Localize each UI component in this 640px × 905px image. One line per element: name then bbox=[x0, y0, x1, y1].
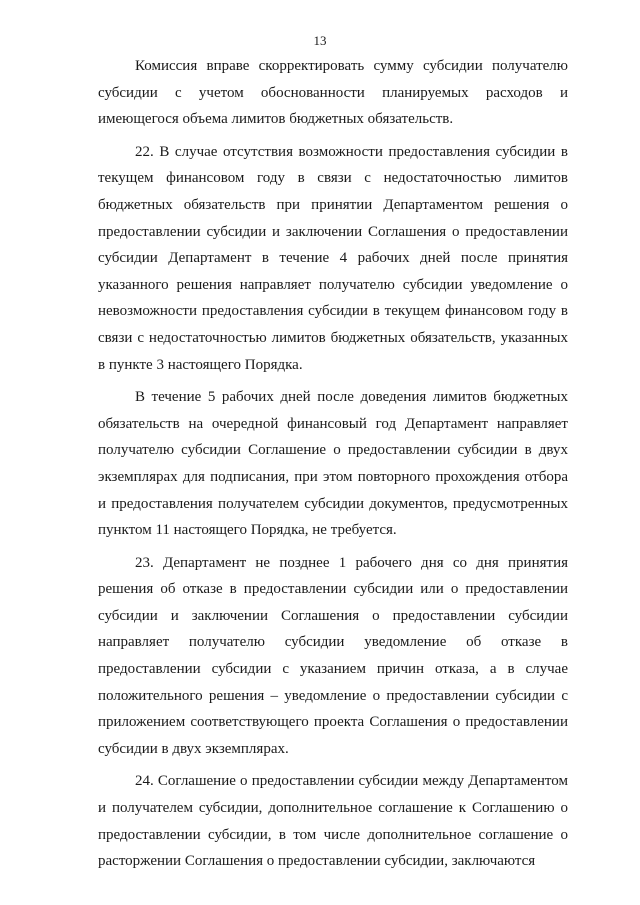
paragraph-22: 22. В случае отсутствия возможности предоставления субсидии в текущем финансовом году в связи с недостаточностью лимитов бюджетных обязательств при принятии Департаментом решения о предоставлении субсидии и заключении Соглашения о предоставлении субсидии Департамент в течение 4 рабочих дней после принятия указанного решения направляет получателю субсидии уведомление о невозможности предоставления субсидии в текущем финансовом году в связи с недостаточностью лимитов бюджетных обязательств, указанных в пункте 3 настоящего Порядка. bbox=[98, 143, 568, 373]
paragraph-24: 24. Соглашение о предоставлении субсидии между Департаментом и получателем субсидии, дополнительное соглашение к Соглашению о предоставлении субсидии, в том числе дополнительное соглашение о расторжении Соглашения о предоставлении субсидии, заключаются bbox=[98, 773, 568, 870]
paragraph-23: 23. Департамент не позднее 1 рабочего дня со дня принятия решения об отказе в предоставлении субсидии или о предоставлении субсидии и заключении Соглашения о предоставлении субсидии направляет получателю субсидии уведомление об отказе в предоставлении субсидии с указанием причин отказа, а в случае положительного решения – уведомление о предоставлении субсидии с приложением соответствующего проекта Соглашения о предоставлении субсидии в двух экземплярах. bbox=[98, 554, 568, 757]
paragraph-commission-adjustment: Комиссия вправе скорректировать сумму субсидии получателю субсидии с учетом обоснованности планируемых расходов и имеющегося объема лимитов бюджетных обязательств. bbox=[98, 58, 568, 128]
page-number: 13 bbox=[313, 33, 327, 48]
paragraph-22-continuation: В течение 5 рабочих дней после доведения лимитов бюджетных обязательств на очередной финансовый год Департамент направляет получателю субсидии Соглашение о предоставлении субсидии в двух экземплярах для подписания, при этом повторного прохождения отбора и предоставления получателем субсидии документов, предусмотренных пунктом 11 настоящего Порядка, не требуется. bbox=[98, 389, 568, 539]
document-body bbox=[98, 53, 568, 881]
